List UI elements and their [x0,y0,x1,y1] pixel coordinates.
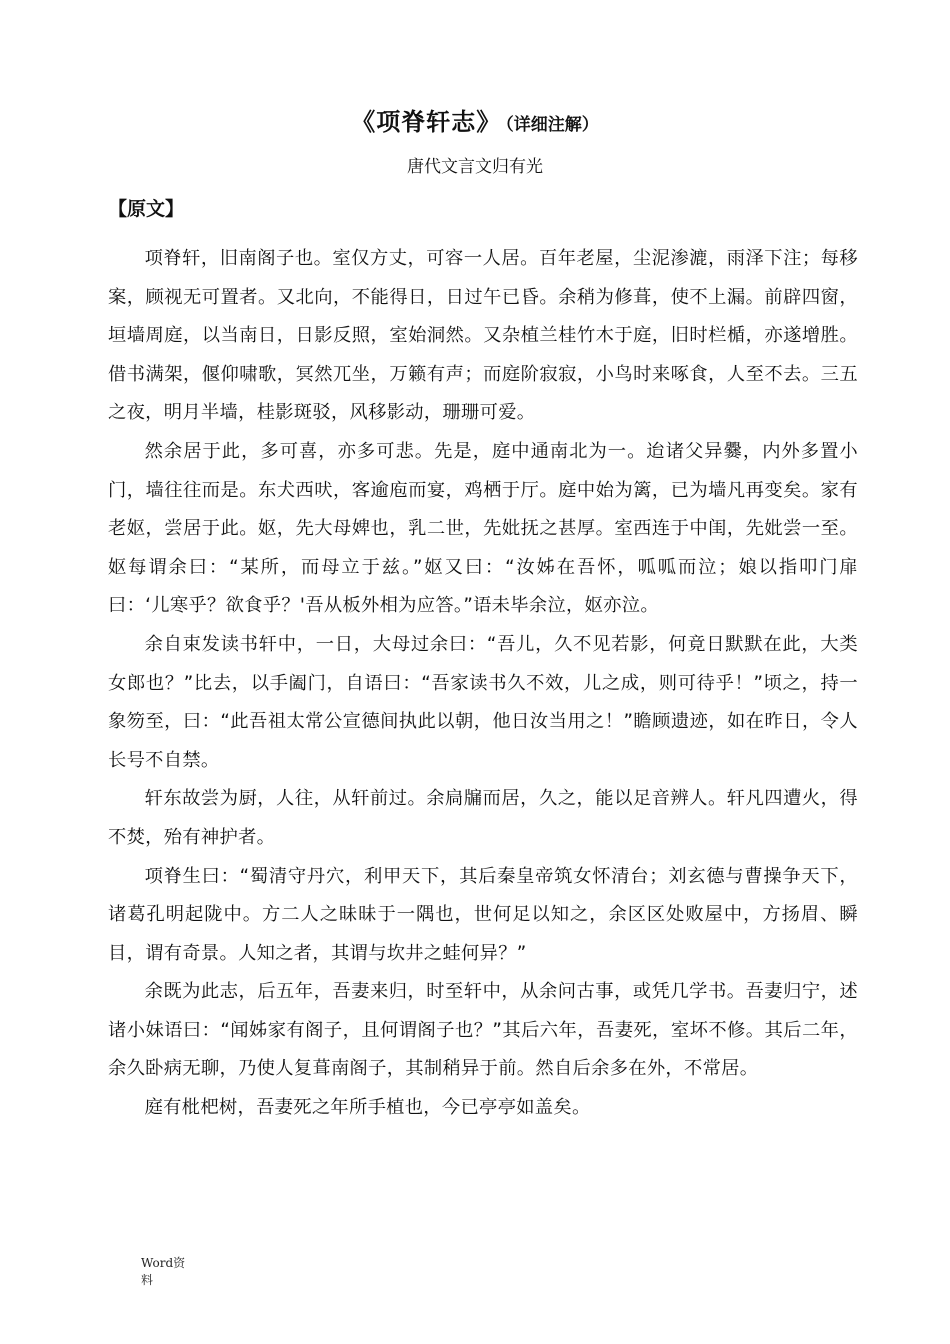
author-line: 唐代文言文归有光 [407,157,543,177]
paragraph-3: 余自束发读书轩中，一日，大母过余曰：“吾儿，久不见若影，何竟日默默在此，大类女郎也？”比去，以手阖门，自语曰：“吾家读书久不效，儿之成，则可待乎！”顷之，持一象笏至，曰：“此吾祖太常公宣德间执此以朝，他日汝当用之！”瞻顾遗迹，如在昨日，令人长号不自禁。 [108,633,858,771]
paragraph-2: 然余居于此，多可喜，亦多可悲。先是，庭中通南北为一。迨诸父异爨，内外多置小门，墙往往而是。东犬西吠，客逾庖而宴，鸡栖于厅。庭中始为篱，已为墙凡再变矣。家有老妪，尝居于此。妪，先大母婢也，乳二世，先妣抚之甚厚。室西连于中闺，先妣尝一至。妪每谓余曰：“某所，而母立于兹。”妪又曰：“汝姊在吾怀，呱呱而泣；娘以指叩门扉曰：‘儿寒乎？欲食乎？'吾从板外相为应答。”语未毕余泣，妪亦泣。 [108,440,858,617]
page-footer: Word资料 [141,1256,186,1287]
section-heading: 【原文】 [108,198,185,220]
paragraph-7: 庭有枇杷树，吾妻死之年所手植也，今已亭亭如盖矣。 [144,1097,591,1119]
original-text-body [108,240,858,1128]
paragraph-1: 项脊轩，旧南阁子也。室仅方丈，可容一人居。百年老屋，尘泥渗漉，雨泽下注；每移案，顾视无可置者。又北向，不能得日，日过午已昏。余稍为修葺，使不上漏。前辟四窗，垣墙周庭，以当南日，日影反照，室始洞然。又杂植兰桂竹木于庭，旧时栏楯，亦遂增胜。借书满架，偃仰啸歌，冥然兀坐，万籁有声；而庭阶寂寂，小鸟时来啄食，人至不去。三五之夜，明月半墙，桂影斑驳，风移影动，珊珊可爱。 [108,248,858,424]
paragraph-6: 余既为此志，后五年，吾妻来归，时至轩中，从余问古事，或凭几学书。吾妻归宁，述诸小妹语曰：“闻姊家有阁子，且何谓阁子也？”其后六年，吾妻死，室坏不修。其后二年，余久卧病无聊，乃使人复葺南阁子，其制稍异于前。然自后余多在外，不常居。 [108,981,858,1080]
document-title: 《项脊轩志》 [351,108,502,136]
document-subtitle: （详细注解） [505,115,599,135]
paragraph-5: 项脊生曰：“蜀清守丹穴，利甲天下，其后秦皇帝筑女怀清台；刘玄德与曹操争天下，诸葛孔明起陇中。方二人之昧昧于一隅也，世何足以知之，余区区处败屋中，方扬眉、瞬目，谓有奇景。人知之者，其谓与坎井之蛙何异？” [108,865,858,964]
title-line [0,102,950,137]
paragraph-4: 轩东故尝为厨，人往，从轩前过。余扃牖而居，久之，能以足音辨人。轩凡四遭火，得不焚，殆有神护者。 [108,788,858,848]
